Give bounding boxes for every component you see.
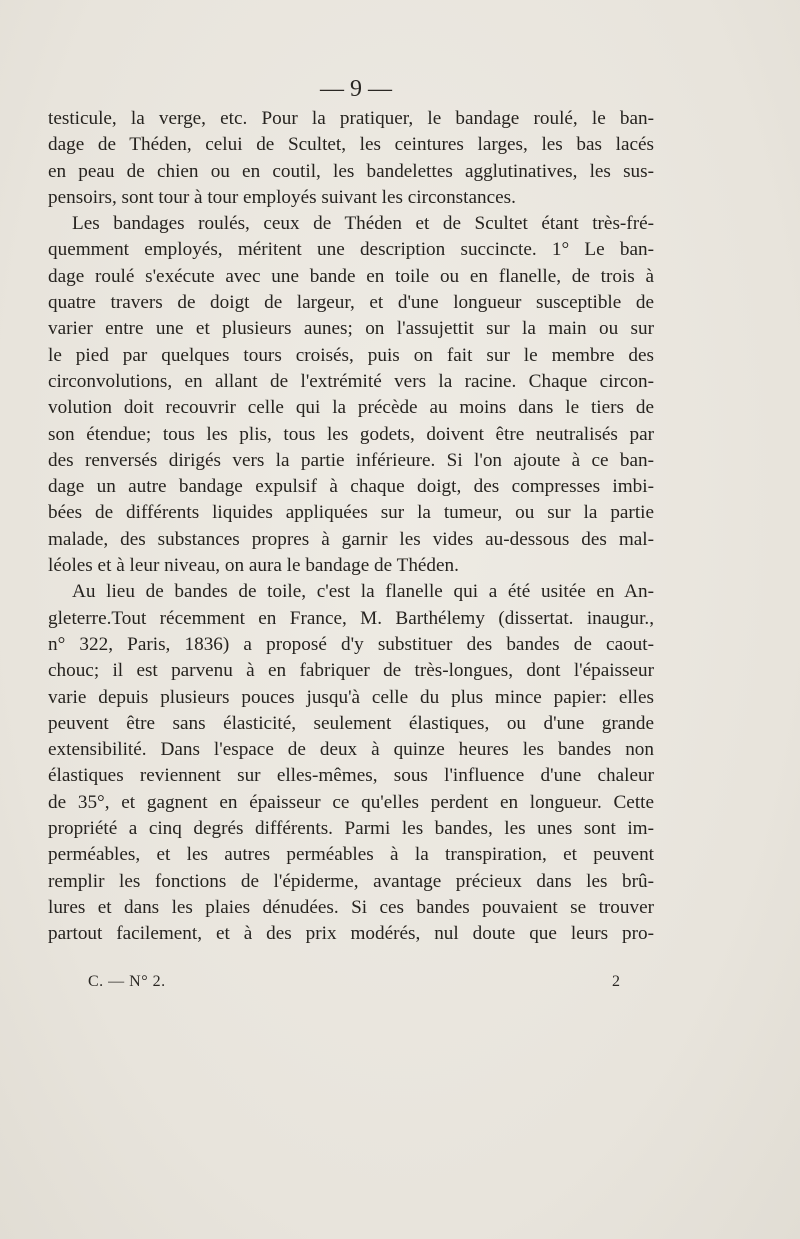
text-line: chouc; il est parvenu à en fabriquer de très-longues, dont l'épaisseur bbox=[48, 660, 654, 682]
text-line: Les bandages roulés, ceux de Théden et de Scultet étant très-fré- bbox=[72, 213, 654, 235]
text-line: varie depuis plusieurs pouces jusqu'à celle du plus mince papier: elles bbox=[48, 686, 654, 708]
text-line: en peau de chien ou en coutil, les bandelettes agglutinatives, les sus- bbox=[48, 160, 654, 182]
text-line: testicule, la verge, etc. Pour la pratiquer, le bandage roulé, le ban- bbox=[48, 108, 654, 129]
text-line: quatre travers de doigt de largeur, et d'une longueur susceptible de bbox=[48, 292, 654, 314]
text-line: léoles et à leur niveau, on aura le bandage de Théden. bbox=[48, 555, 459, 577]
text-line: n° 322, Paris, 1836) a proposé d'y substituer des bandes de caout- bbox=[48, 633, 654, 655]
text-line: de 35°, et gagnent en épaisseur ce qu'elles perdent en longueur. Cette bbox=[48, 791, 654, 813]
text-line: le pied par quelques tours croisés, puis on fait sur le membre des bbox=[48, 344, 654, 366]
footer-sheet-mark: 2 bbox=[612, 973, 620, 990]
body-text bbox=[48, 106, 654, 948]
page-number: — 9 — bbox=[320, 76, 392, 102]
text-line: propriété a cinq degrés différents. Parmi les bandes, les unes sont im- bbox=[48, 818, 654, 840]
text-line: perméables, et les autres perméables à la transpiration, et peuvent bbox=[48, 844, 654, 866]
text-line: son étendue; tous les plis, tous les godets, doivent être neutralisés par bbox=[48, 423, 654, 445]
text-line: lures et dans les plaies dénudées. Si ces bandes pouvaient se trouver bbox=[48, 896, 654, 918]
text-line: des renversés dirigés vers la partie inférieure. Si l'on ajoute à ce ban- bbox=[48, 449, 654, 471]
text-line: peuvent être sans élasticité, seulement élastiques, ou d'une grande bbox=[48, 712, 654, 734]
text-line: extensibilité. Dans l'espace de deux à quinze heures les bandes non bbox=[48, 739, 654, 761]
text-line: varier entre une et plusieurs aunes; on l'assujettit sur la main ou sur bbox=[48, 318, 654, 340]
text-line: volution doit recouvrir celle qui la précède au moins dans le tiers de bbox=[48, 397, 654, 419]
text-line: élastiques reviennent sur elles-mêmes, sous l'influence d'une chaleur bbox=[48, 765, 654, 787]
text-line: bées de différents liquides appliquées sur la tumeur, ou sur la partie bbox=[48, 502, 654, 524]
text-line: remplir les fonctions de l'épiderme, avantage précieux dans les brû- bbox=[48, 870, 654, 892]
text-line: dage un autre bandage expulsif à chaque doigt, des compresses imbi- bbox=[48, 476, 654, 498]
text-line: pensoirs, sont tour à tour employés suivant les circonstances. bbox=[48, 186, 516, 208]
text-line: Au lieu de bandes de toile, c'est la flanelle qui a été usitée en An- bbox=[72, 581, 654, 603]
text-line: dage de Théden, celui de Scultet, les ceintures larges, les bas lacés bbox=[48, 134, 654, 156]
text-line: circonvolutions, en allant de l'extrémité vers la racine. Chaque circon- bbox=[48, 370, 654, 392]
text-line: malade, des substances propres à garnir les vides au-dessous des mal- bbox=[48, 528, 654, 550]
footer-signature: C. — N° 2. bbox=[88, 973, 166, 990]
text-line: quemment employés, méritent une description succincte. 1° Le ban- bbox=[48, 239, 654, 261]
text-line: dage roulé s'exécute avec une bande en toile ou en flanelle, de trois à bbox=[48, 265, 654, 287]
text-line: partout facilement, et à des prix modérés, nul doute que leurs pro- bbox=[48, 923, 654, 945]
text-line: gleterre.Tout récemment en France, M. Barthélemy (dissertat. inaugur., bbox=[48, 607, 654, 629]
